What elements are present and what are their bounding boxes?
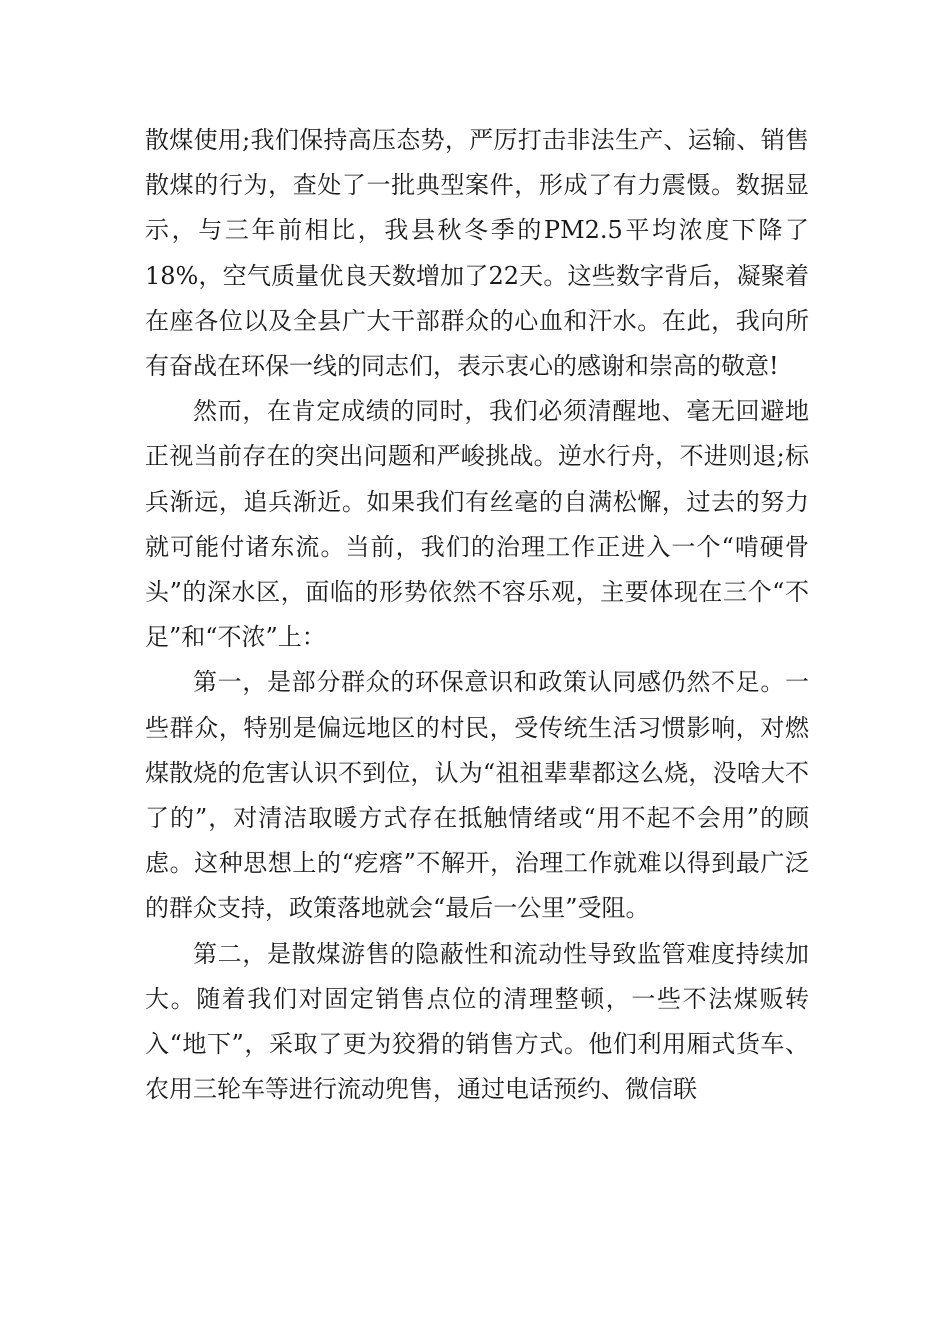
paragraph-2: 然而，在肯定成绩的同时，我们必须清醒地、毫无回避地正视当前存在的突出问题和严峻挑战。逆水行舟，不进则退;标兵渐远，追兵渐近。如果我们有丝毫的自满松懈，过去的努力就可能付诸东流。当前，我们的治理工作正进入一个“啃硬骨头”的深水区，面临的形势依然不容乐观，主要体现在三个“不足”和“不浓”上：	[145, 397, 809, 652]
document-body	[145, 118, 809, 1112]
paragraph-1: 散煤使用;我们保持高压态势，严厉打击非法生产、运输、销售散煤的行为，查处了一批典型案件，形成了有力震慑。数据显示，与三年前相比，我县秋冬季的PM2.5平均浓度下降了18%，空气质量优良天数增加了22天。这些数字背后，凝聚着在座各位以及全县广大干部群众的心血和汗水。在此，我向所有奋战在环保一线的同志们，表示衷心的感谢和崇高的敬意!	[145, 126, 809, 381]
paragraph-3: 第一，是部分群众的环保意识和政策认同感仍然不足。一些群众，特别是偏远地区的村民，受传统生活习惯影响，对燃煤散烧的危害认识不到位，认为“祖祖辈辈都这么烧，没啥大不了的”，对清洁取暖方式存在抵触情绪或“用不起不会用”的顾虑。这种思想上的“疙瘩”不解开，治理工作就难以得到最广泛的群众支持，政策落地就会“最后一公里”受阻。	[145, 668, 809, 923]
paragraph-4: 第二，是散煤游售的隐蔽性和流动性导致监管难度持续加大。随着我们对固定销售点位的清理整顿，一些不法煤贩转入“地下”，采取了更为狡猾的销售方式。他们利用厢式货车、农用三轮车等进行流动兜售，通过电话预约、微信联	[145, 939, 809, 1104]
